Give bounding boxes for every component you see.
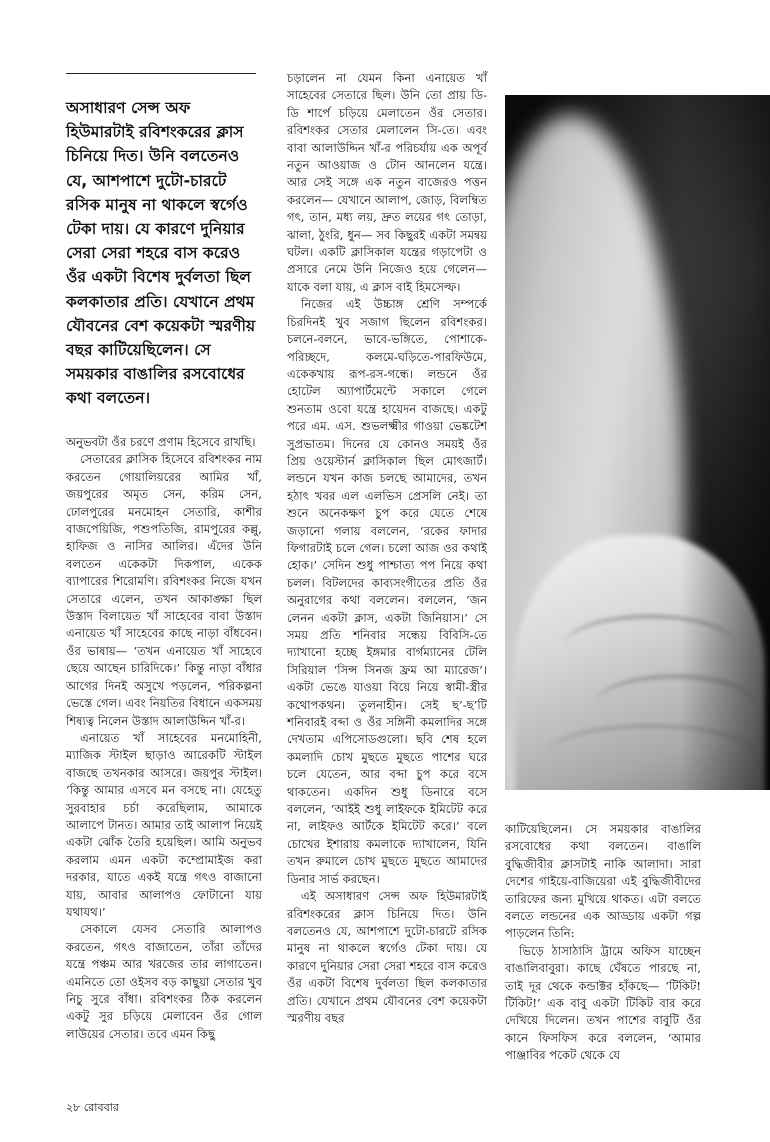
pullquote: [66, 96, 262, 411]
sitar-player-photo: [505, 95, 770, 790]
article-column-2: [287, 70, 487, 1027]
paragraph: চড়ালেন না যেমন কিনা এনায়েত খাঁ সাহেবের সেতারে ছিল। উনি তো প্রায় ডি-ডি শার্পে চড়িয়ে মেলাতেন ওঁর সেতার। রবিশংকর সেতার মেলালেন সি-তে। এবং বাবা আলাউদ্দিন খাঁ-র পরিচর্যায় এক অপূর্ব নতুন আওয়াজ ও টোন আনলেন যন্ত্রে। আর সেই সঙ্গে এক নতুন বাজেরও পত্তন করলেন— যেখানে আলাপ, জোড়, বিলম্বিত গৎ, তান, মধ্য লয়, দ্রুত লয়ের গৎ তোড়া, ঝালা, ঠুংরি, ধুন— সব কিছুরই একটা সমন্বয় ঘটল। একটি ক্লাসিকাল যন্ত্রের গড়াপেটা ও প্রসারে নেমে উনি নিজেও হয়ে গেলেন— যাকে বলা যায়, এ ক্লাস বাই হিমসেল্ফ।: [287, 71, 487, 294]
pullquote-rule: [66, 73, 256, 74]
article-column-3: [505, 821, 701, 1065]
paragraph: ভিড়ে ঠাসাঠাসি ট্রামে অফিস যাচ্ছেন বাঙালিবাবুরা। কাছে ঘেঁষতে পারছে না, তাই দূর থেকে কন্ডাক্টর হাঁকছে— ‘টিকিট! টিকিট!’ এক বাবু একটা টিকিট বার করে দেখিয়ে দিলেন। তখন পাশের বাবুটি ওঁর কানে ফিসফিস করে বললেন, ‘আমার পাঞ্জাবির পকেট থেকে যে: [505, 943, 701, 1063]
paragraph: এনায়েত খাঁ সাহেবের মনমোহিনী, ম্যাজিক স্টাইল ছাড়াও আরেকটি স্টাইল বাজছে তখনকার আসরে। জয়পুর স্টাইল। ‘কিন্তু আমার এসবে মন বসছে না। যেহেতু সুরবাহার চর্চা করেছিলাম, আমাকে আলাপে টানত। আমার তাই আলাপ নিয়েই একটা ঝোঁক তৈরি হয়েছিল। আমি অনুভব করলাম এমন একটা কম্প্রোমাইজ করা দরকার, যাতে একই যন্ত্রে গৎও বাজানো যায়, আবার আলাপও ফোটানো যায় যথাযথ।’: [66, 730, 262, 919]
paragraph: এই অসাধারণ সেন্স অফ হিউমারটাই রবিশংকরের ক্লাস চিনিয়ে দিত। উনি বলতেনও যে, আশপাশে দুটো-চারটে রসিক মানুষ না থাকলে স্বর্গেও টেকা দায়। যে কারণে দুনিয়ার সেরা সেরা শহরে বাস করেও ওঁর একটা বিশেষ দুর্বলতা ছিল কলকাতার প্রতি। যেখানে প্রথম যৌবনের বেশ কয়েকটা স্মরণীয় বছর: [287, 889, 487, 1025]
article-column-1: [66, 434, 262, 1043]
page-folio: ২৮ রোববার: [66, 1101, 119, 1114]
paragraph: সেকালে যেসব সেতারি আলাপও করতেন, গৎও বাজাতেন, তাঁরা তাঁদের যন্ত্রে পঞ্চম আর খরজের তার লাগাতেন। এমনিতে তো ওইসব বড় কাছুয়া সেতার খুব নিচু সুরে বাঁধা। রবিশংকর ঠিক করলেন একটু সুর চড়িয়ে মেলাবেন ওঁর গোল লাউয়ের সেতার। তবে এমন কিছু: [66, 922, 262, 1041]
photo-shadow: [680, 95, 770, 790]
paragraph: কাটিয়েছিলেন। সে সময়কার বাঙালির রসবোধের কথা বলতেন। বাঙালি বুদ্ধিজীবীর ক্লাসটাই নাকি আলাদা। সারা দেশের গাইয়ে-বাজিয়েরা এই বুদ্ধিজীবীদের তারিফের জন্য মুখিয়ে থাকত। এটা বলতে বলতে লন্ডনের এক আড্ডায় একটা গল্প পাড়লেন তিনি:: [505, 822, 701, 941]
paragraph: অনুভবটা ওঁর চরণে প্রণাম হিসেবে রাখছি।: [66, 435, 256, 449]
paragraph: নিজের এই উচ্চাঙ্গ শ্রেণি সম্পর্কে চিরদিনই খুব সজাগ ছিলেন রবিশংকর। চলনে-বলনে, ভাবে-ভঙ্গিতে, পোশাকে-পরিচ্ছদে, কলমে-ঘড়িতে-পারফিউমে, একেকখায় রূপ-রস-গন্ধে। লন্ডনে ওঁর হোটেল অ্যাপার্টমেন্টে সকালে গেলে শুনতাম ওবো যন্ত্রে হায়েদন বাজছে। একটু পরে এম. এস. শুভলক্ষ্মীর গাওয়া ভেঙ্কটেশ সুপ্রভাতম। দিনের যে কোনও সময়ই ওঁর প্রিয় ওয়েস্টার্ন ক্লাসিকাল ছিল মোৎজার্ট। লন্ডনে যখন কাজ চলছে আমাদের, তখন হঠাৎ খবর এল এলভিস প্রেসলি নেই। তা শুনে অনেকক্ষণ চুপ করে যেতে শেষে জড়ানো গলায় বললেন, ‘রকের ফাদার ফিগারটাই চলে গেল। চলো আজ ওর কথাই হোক।’ সেদিন শুধু পাশ্চাত্য পপ নিয়ে কথা চলল। বিটলদের কাব্যসংগীতের প্রতি ওঁর অনুরাগের কথা বললেন। বললেন, ‘জন লেনন একটা ক্লাস, একটা জিনিয়াস।’ সে সময় প্রতি শনিবার সন্ধেয় বিবিসি-তে দ্যাখানো হচ্ছে ইঙ্গমার বার্গম্যানের টেলি সিরিয়াল ‘সিন্স সিনজ ফ্রম আ ম্যারেজ’। একটা ভেঙে যাওয়া বিয়ে নিয়ে স্বামী-স্ত্রীর কথোপকথন। তুলনাহীন। সেই ছ’-ছ’টি শনিবারই বব্দা ও ওঁর সঙ্গিনী কমলাদির সঙ্গে দেখতাম এপিসোডগুলো। ছবি শেষ হলে কমলাদি চোখ মুছতে মুছতে পাশের ঘরে চলে যেতেন, আর বব্দা চুপ করে বসে থাকতেন। একদিন শুধু ডিনারে বসে বললেন, ‘আইই শুধু লাইফকে ইমিটেট করে না, লাইফও আর্টকে ইমিটেট করে।’ বলে চোখের ইশারায় কমলাকে দ্যাখালেন, যিনি তখন রুমালে চোখ মুছতে মুছতে আমাদের ডিনার সার্ভ করছেন।: [287, 297, 487, 886]
paragraph: সেতারের ক্লাসিক হিসেবে রবিশংকর নাম করতেন গোয়ালিয়রের আমির খাঁ, জয়পুরের অমৃত সেন, করিম সেন, ঢোলপুরের মনমোহন সেতারি, কাশীর বাজপেয়িজি, পশুপতিজি, রামপুরের কল্লু, হাফিজ ও নাসির আলির। এঁদের উনি বলতেন একেকটা দিকপাল, একেক ব্যাপারের শিরোমণি। রবিশংকর নিজে যখন সেতারে এলেন, তখন আকাঙ্ক্ষা ছিল উস্তাদ বিলায়েত খাঁ সাহেবের বাবা উস্তাদ এনায়েত খাঁ সাহেবের কাছে নাড়া বাঁধবেন। ওঁর ভাষায়— ‘তখন এনায়েত খাঁ সাহেবে ছেয়ে আছেন চারিদিকে।’ কিন্তু নাড়া বাঁধার আগের দিনই অসুখে পড়লেন, পরিকল্পনা ভেস্তে গেল। এবং নিয়তির বিধানে একসময় শিষ্যত্ব নিলেন উস্তাদ আলাউদ্দিন খাঁ-র।: [66, 452, 262, 728]
pullquote-text: অসাধারণ সেন্স অফ হিউমারটাই রবিশংকরের ক্লাস চিনিয়ে দিত। উনি বলতেনও যে, আশপাশে দুটো-চারটে রসিক মানুষ না থাকলে স্বর্গেও টেকা দায়। যে কারণে দুনিয়ার সেরা সেরা শহরে বাস করেও ওঁর একটা বিশেষ দুর্বলতা ছিল কলকাতার প্রতি। যেখানে প্রথম যৌবনের বেশ কয়েকটা স্মরণীয় বছর কাটিয়েছিলেন। সে সময়কার বাঙালির রসবোধের কথা বলতেন।: [66, 99, 256, 408]
